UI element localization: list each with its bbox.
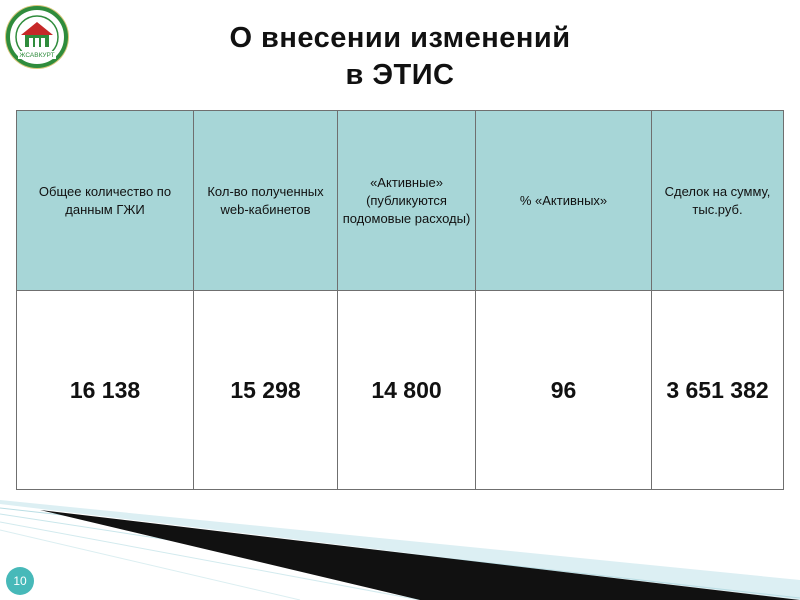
header-active-percent: % «Активных» bbox=[476, 111, 652, 291]
header-active: «Активные» (публикуются подомовые расходы) bbox=[338, 111, 476, 291]
title-line-1: О внесении изменений bbox=[229, 22, 571, 54]
cell-web-cabinets: 15 298 bbox=[194, 291, 338, 490]
title-line-2: в ЭТИС bbox=[345, 59, 455, 91]
logo-text: ЖСАВКУРТ bbox=[19, 52, 55, 59]
header-deals-sum: Сделок на сумму, тыс.руб. bbox=[652, 111, 784, 291]
cell-active-percent: 96 bbox=[476, 291, 652, 490]
page-number: 10 bbox=[6, 567, 34, 595]
header-total-gzhi: Общее количество по данным ГЖИ bbox=[17, 111, 194, 291]
cell-total-gzhi: 16 138 bbox=[17, 291, 194, 490]
stats-table bbox=[16, 110, 784, 490]
header-row bbox=[17, 111, 784, 291]
header-web-cabinets: Кол-во полученных web-кабинетов bbox=[194, 111, 338, 291]
cell-deals-sum: 3 651 382 bbox=[652, 291, 784, 490]
logo bbox=[4, 4, 70, 70]
decorative-swoosh bbox=[0, 500, 800, 600]
table-row bbox=[17, 291, 784, 490]
page-title bbox=[160, 20, 640, 94]
cell-active: 14 800 bbox=[338, 291, 476, 490]
